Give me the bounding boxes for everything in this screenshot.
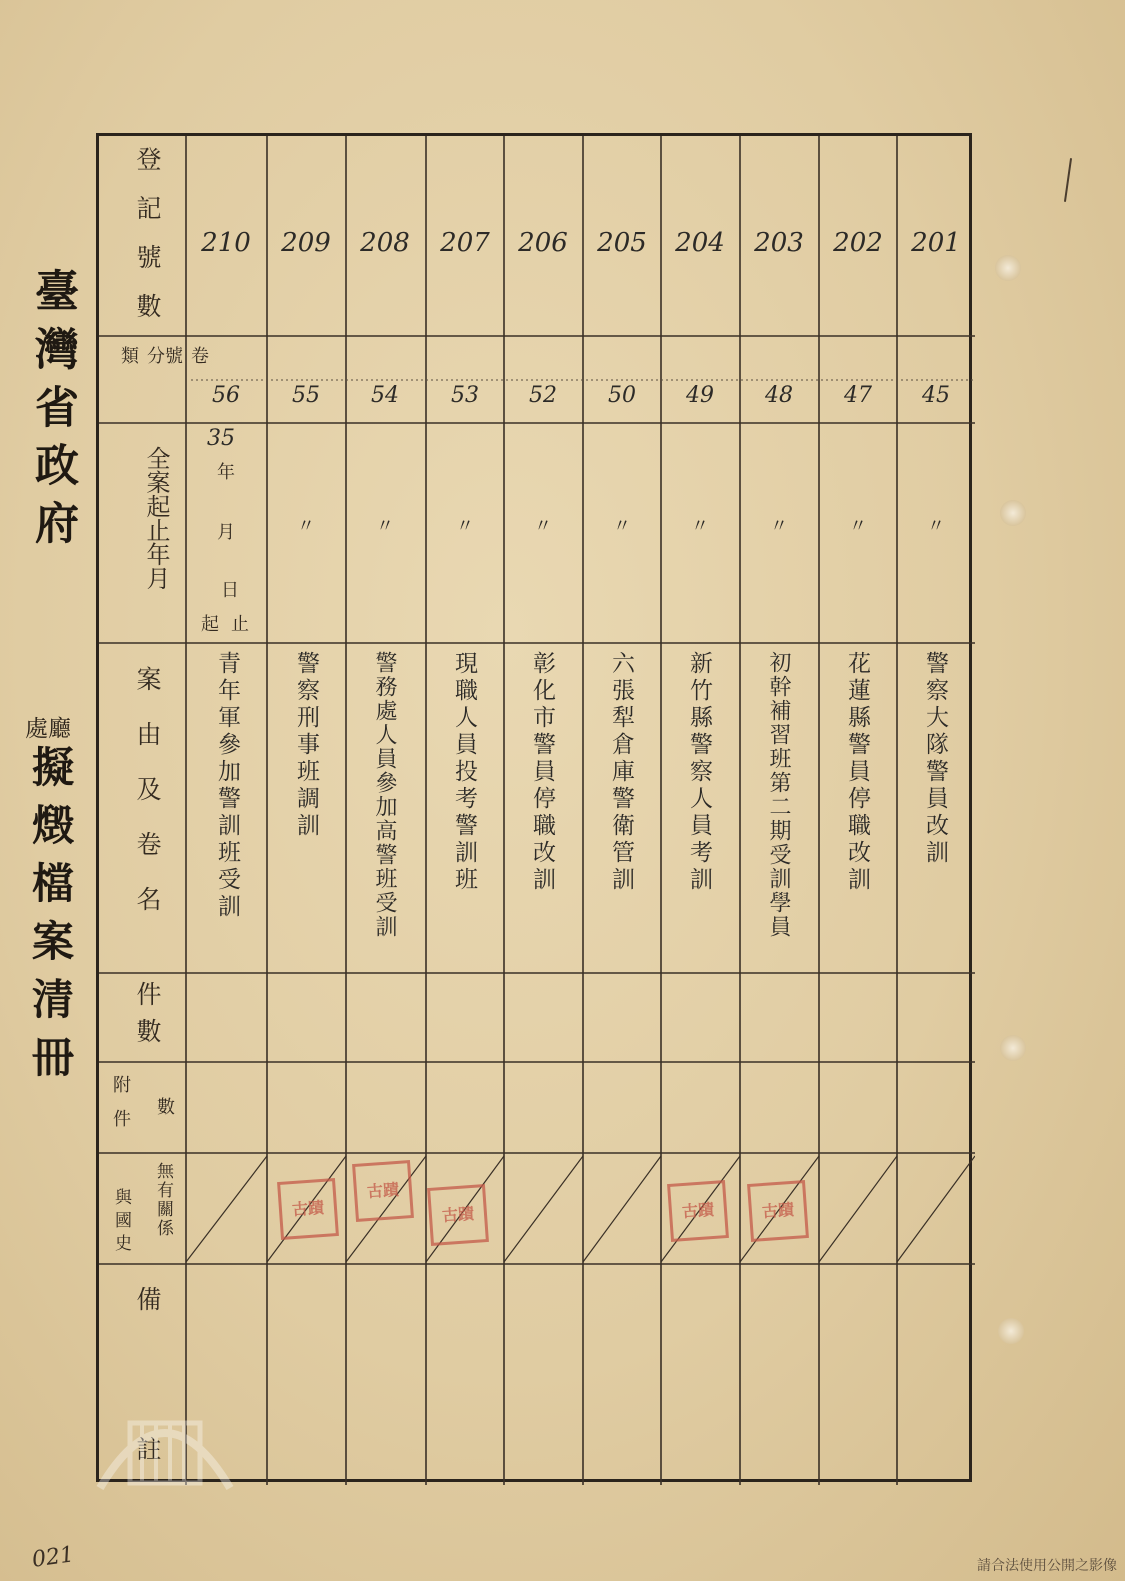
record-period-ditto: 〃 — [770, 516, 788, 537]
header-attachment — [107, 1071, 183, 1151]
record-reg-no: 210 — [201, 228, 251, 258]
header-period: 全案起止年月 — [142, 446, 170, 590]
punch-hole — [995, 255, 1021, 281]
register-table — [96, 133, 972, 1482]
punch-hole — [998, 1318, 1024, 1344]
record-period-year: 35 — [207, 426, 235, 451]
record-subject: 初幹補習班第二期受訓學員 — [766, 651, 791, 939]
header-attachment-right: 數 — [154, 1097, 175, 1115]
header-remarks-bottom: 註 — [133, 1436, 162, 1461]
record-reg-no: 208 — [360, 228, 410, 258]
record-period-ditto: 〃 — [534, 516, 552, 537]
record-reg-no: 201 — [911, 228, 961, 258]
record-reg-no: 209 — [281, 228, 331, 258]
record-volume: 55 — [292, 383, 320, 408]
punch-hole — [1000, 1035, 1026, 1061]
record-volume: 45 — [922, 383, 950, 408]
header-remarks-top: 備 — [133, 1286, 162, 1311]
header-history-right: 無有關係 — [153, 1162, 173, 1238]
record-subject: 警務處人員參加高警班受訓 — [372, 651, 397, 939]
record-volume: 47 — [844, 383, 872, 408]
record-volume: 48 — [765, 383, 793, 408]
record-volume: 54 — [371, 383, 399, 408]
document-title: 臺灣省政府 — [27, 268, 78, 558]
office-label: 處廳 — [25, 716, 71, 742]
date-unit-day: 日 — [221, 580, 239, 601]
record-period-ditto: 〃 — [376, 516, 394, 537]
record-reg-no: 202 — [833, 228, 883, 258]
date-unit-year: 年 — [217, 462, 235, 483]
punch-hole — [1000, 500, 1026, 526]
record-volume: 52 — [529, 383, 557, 408]
record-subject: 新竹縣警察人員考訓 — [686, 651, 712, 894]
record-stamp: 古蹟 — [352, 1160, 414, 1222]
record-subject: 花蓮縣警員停職改訓 — [844, 651, 870, 894]
record-subject: 彰化市警員停職改訓 — [529, 651, 555, 894]
record-subject: 六張犁倉庫警衛管訓 — [608, 651, 634, 894]
date-unit-month: 月 — [217, 522, 235, 543]
header-history-left: 與國史 — [111, 1188, 131, 1257]
record-reg-no: 203 — [754, 228, 804, 258]
record-subject: 青年軍參加警訓班受訓 — [214, 651, 240, 921]
date-unit-start-end: 起止 — [201, 614, 261, 635]
header-attachment-left: 附件 — [110, 1075, 131, 1143]
record-reg-no: 206 — [518, 228, 568, 258]
record-reg-no: 204 — [675, 228, 725, 258]
record-subject: 現職人員投考警訓班 — [451, 651, 477, 894]
archive-logo-icon — [90, 1368, 240, 1498]
record-subject: 警察刑事班調訓 — [293, 651, 319, 840]
page-number: 021 — [30, 1542, 76, 1573]
record-volume: 53 — [451, 383, 479, 408]
document-subtitle: 擬燬檔案清冊 — [26, 745, 75, 1093]
header-volume-label: 卷號 — [162, 346, 209, 384]
record-reg-no: 207 — [440, 228, 490, 258]
header-history — [105, 1158, 183, 1262]
header-reg-no: 登記號數 — [133, 146, 162, 342]
header-subject: 案由及卷名 — [133, 666, 162, 941]
record-period-ditto: 〃 — [927, 516, 945, 537]
record-stamp: 古蹟 — [667, 1180, 729, 1242]
record-volume: 56 — [212, 383, 240, 408]
record-period-ditto: 〃 — [297, 516, 315, 537]
record-subject: 警察大隊警員改訓 — [922, 651, 948, 867]
header-class-label: 分類 — [118, 346, 165, 384]
record-period-ditto: 〃 — [456, 516, 474, 537]
record-reg-no: 205 — [597, 228, 647, 258]
record-period-ditto: 〃 — [613, 516, 631, 537]
record-period-ditto: 〃 — [691, 516, 709, 537]
usage-notice: 請合法使用公開之影像 — [977, 1558, 1117, 1574]
record-period-ditto: 〃 — [849, 516, 867, 537]
record-volume: 49 — [686, 383, 714, 408]
record-volume: 50 — [608, 383, 636, 408]
header-item-count: 件數 — [133, 981, 162, 1055]
record-stamp: 古蹟 — [747, 1180, 809, 1242]
record-stamp: 古蹟 — [427, 1184, 489, 1246]
record-stamp: 古蹟 — [277, 1178, 339, 1240]
